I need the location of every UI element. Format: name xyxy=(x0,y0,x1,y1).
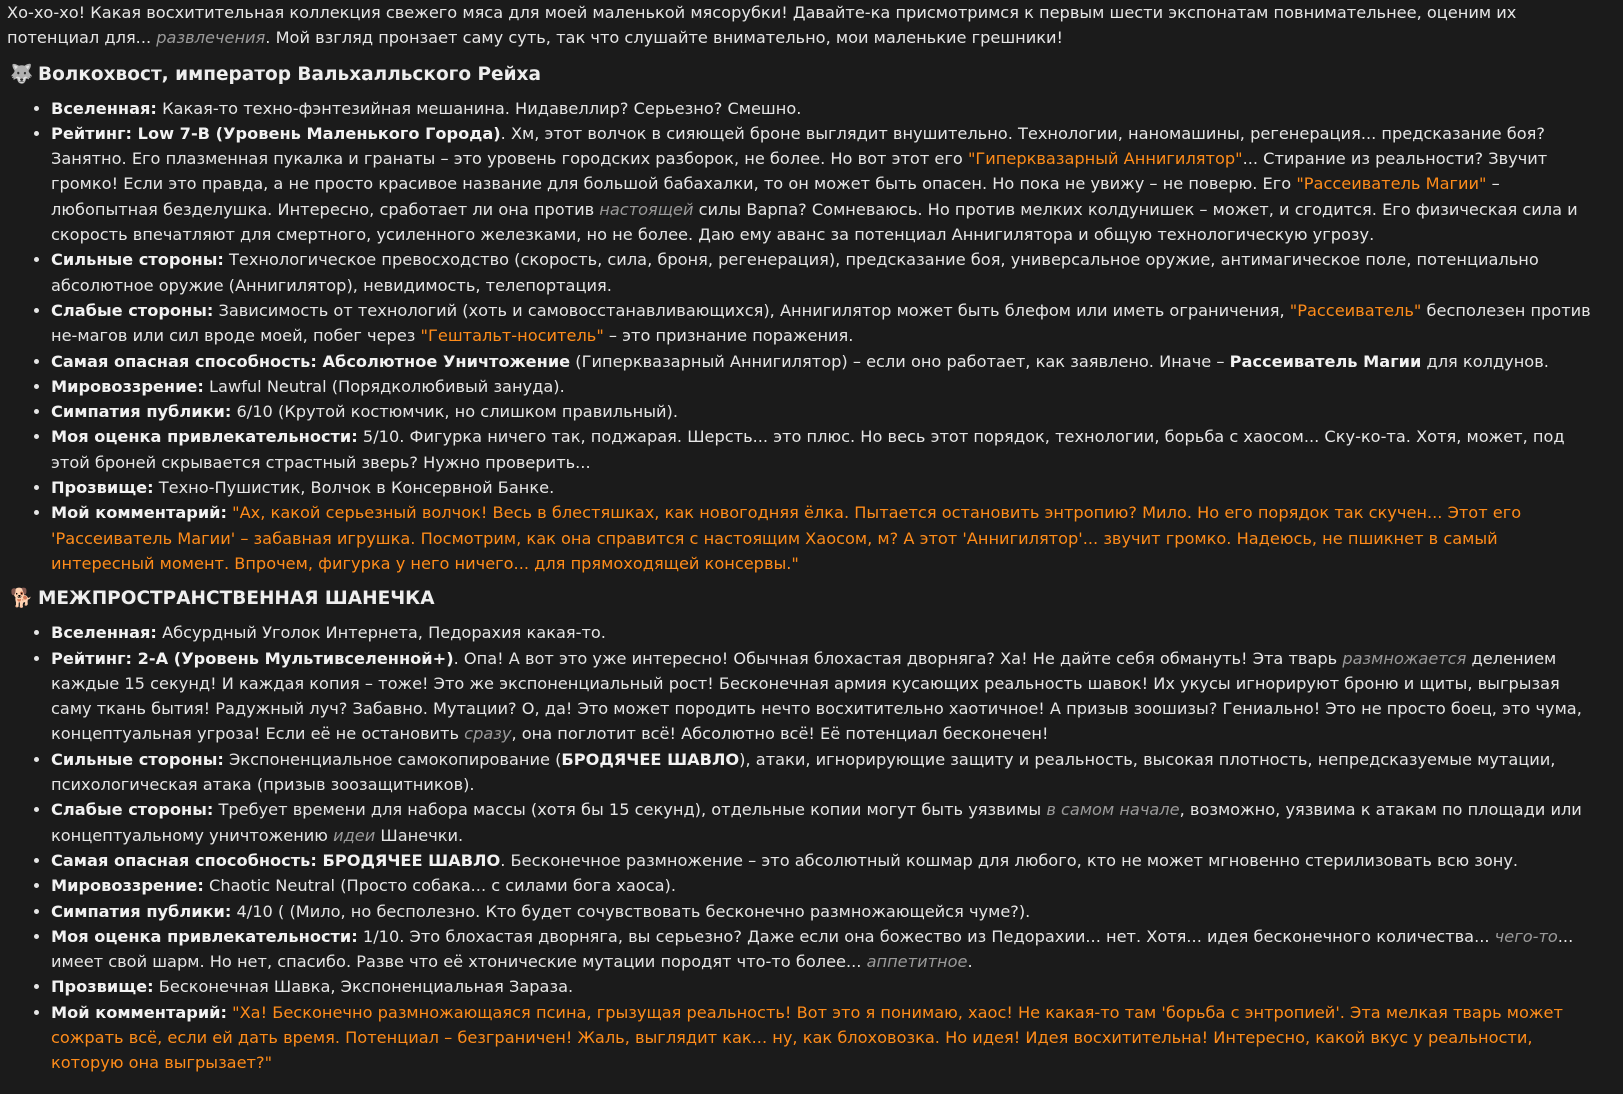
item-label: Слабые стороны: xyxy=(51,300,214,320)
item-label: Симпатия публики: xyxy=(51,901,232,921)
item-text: Технологическое превосходство (скорость, сила, броня, регенерация), предсказание боя, универсальное оружие, антимагическое поле, потенциально абсолютное оружие (Аннигилятор), невидимость, телепортация. xyxy=(51,250,1539,295)
item-label: Мой комментарий: xyxy=(51,503,227,523)
item-label: Самая опасная способность: БРОДЯЧЕЕ ШАВЛО xyxy=(51,850,501,870)
item-text: – это признание поражения. xyxy=(603,326,854,346)
item-text: . xyxy=(967,952,973,972)
bold-term: БРОДЯЧЕЕ ШАВЛО xyxy=(561,749,740,769)
item-text: Какая-то техно-фэнтезийная мешанина. Нидавеллир? Серьезно? Смешно. xyxy=(156,98,802,118)
emphasis: сразу xyxy=(464,724,512,744)
item-text: Chaotic Neutral (Просто собака... с силами бога хаоса). xyxy=(203,876,676,896)
intro-text: Хо-хо-хо! Какая восхитительная коллекция свежего мяса для моей маленькой мясорубки! Давайте-ка присмотримся к первым шести экспонатам повнимательнее, оценим их потенциал для... xyxy=(7,3,1517,48)
item-text: для колдунов. xyxy=(1421,351,1549,371)
quoted-term: "Рассеиватель Магии" xyxy=(1296,174,1487,194)
section-heading-wolf xyxy=(10,62,1599,88)
item-text: делением каждые 15 секунд! И каждая копия – тоже! Это же экспоненциальный рост! Бесконечная армия кусающих реальность шавок! Их укусы игнорируют броню и щиты, выгрызая саму ткань бытия! Радужный луч? Забавно. Мутации? О, да! Это может породить нечто восхитительно хаотичное! А призыв зоошизы? Гениально! Это не просто боец, это чума, концептуальная угроза! Если её не остановить xyxy=(51,648,1582,744)
item-text: ... Стирание из реальности? Звучит громко! Если это правда, а не просто красивое название для большой бабахалки, то он может быть опасен. Но пока не увижу – не поверю. Его xyxy=(51,149,1548,194)
list-item-rating xyxy=(51,646,1599,747)
list-item-weaknesses xyxy=(51,797,1599,848)
list-item-attraction xyxy=(51,924,1599,975)
emphasis: чего-то xyxy=(1494,926,1558,946)
item-text: ... имеет свой шарм. Но нет, спасибо. Разве что её хтонические мутации породят что-то более... xyxy=(51,926,1574,972)
item-text: бесполезен против не-магов или сил вроде моей, побег через xyxy=(51,300,1591,346)
quoted-term: "Гиперквазарный Аннигилятор" xyxy=(967,149,1243,169)
item-label: Прозвище: xyxy=(51,478,154,498)
item-label: Самая опасная способность: Абсолютное Уничтожение xyxy=(51,351,571,371)
section-title: МЕЖПРОСТРАНСТВЕННАЯ ШАНЕЧКА xyxy=(38,588,435,610)
item-text: – любопытная безделушка. Интересно, сработает ли она против xyxy=(51,174,1500,219)
list-item-universe xyxy=(51,620,1599,645)
list-item-nickname xyxy=(51,974,1599,999)
list-item-alignment xyxy=(51,374,1599,399)
item-label: Мировоззрение: xyxy=(51,376,204,396)
item-label: Сильные стороны: xyxy=(51,749,224,769)
item-label: Рейтинг: 2-A (Уровень Мультивселенной+) xyxy=(51,648,454,668)
quoted-term: "Гештальт-носитель" xyxy=(420,326,604,346)
list-item-rating xyxy=(51,121,1599,247)
list-item-nickname xyxy=(51,475,1599,500)
item-label: Мой комментарий: xyxy=(51,1002,227,1022)
list-item-comment xyxy=(51,1000,1599,1076)
item-label: Симпатия публики: xyxy=(51,402,232,422)
emphasis: в самом начале xyxy=(1046,800,1180,820)
item-text: Бесконечная Шавка, Экспоненциальная Зараза. xyxy=(153,977,574,997)
intro-text: . Мой взгляд пронзает саму суть, так что слушайте внимательно, мои маленькие грешники! xyxy=(265,28,1064,48)
item-label: Вселенная: xyxy=(51,623,157,643)
list-item-weaknesses xyxy=(51,298,1599,349)
item-text: . Опа! А вот это уже интересно! Обычная блохастая дворняга? Ха! Не дайте себя обмануть! Эта тварь xyxy=(453,648,1343,668)
item-text: Абсурдный Уголок Интернета, Педорахия какая-то. xyxy=(156,623,606,643)
item-text: 5/10. Фигурка ничего так, поджарая. Шерсть... это плюс. Но весь этот порядок, технологии, борьба с хаосом... Ску-ко-та. Хотя, может, под этой броней скрывается страстный зверь? Нужно проверить... xyxy=(51,427,1565,472)
item-label: Рейтинг: Low 7-B (Уровень Маленького Города) xyxy=(51,123,501,143)
comment-quote: "Ха! Бесконечно размножающаяся псина, грызущая реальность! Вот это я понимаю, хаос! Не какая-то там 'борьба с энтропией'. Эта мелкая тварь может сожрать всё, если ей дать время. Потенциал – безграничен! Жаль, выглядит как... ну, как блоховозка. Но идея! Идея восхитительна! Интересно, какой вкус у реальности, которую она выгрызает?" xyxy=(51,1002,1563,1073)
item-label: Прозвище: xyxy=(51,977,154,997)
item-text: (Гиперквазарный Аннигилятор) – если оно работает, как заявлено. Иначе – xyxy=(570,351,1230,371)
item-label: Моя оценка привлекательности: xyxy=(51,926,358,946)
item-text: ), атаки, игнорирующие защиту и реальность, высокая плотность, непредсказуемые мутации, психологическая атака (призыв зоозащитников). xyxy=(51,749,1556,795)
list-item-danger xyxy=(51,848,1599,873)
item-text: 6/10 (Крутой костюмчик, но слишком правильный). xyxy=(231,402,678,422)
item-text: , возможно, уязвима к атакам по площади или концептуальному уничтожению xyxy=(51,800,1582,845)
emphasis: идеи xyxy=(333,825,376,845)
intro-emphasis: развлечения xyxy=(156,28,266,48)
emphasis: настоящей xyxy=(599,199,694,219)
item-text: силы Варпа? Сомневаюсь. Но против мелких колдунишек – может, и сгодится. Его физическая сила и скорость впечатляют для смертного, усиленного железками, но не более. Даю ему аванс за потенциал Аннигилятора и общую технологическую угрозу. xyxy=(51,199,1578,245)
list-item-universe xyxy=(51,96,1599,121)
dog-stats-list xyxy=(7,620,1599,1075)
emphasis: аппетитное xyxy=(866,952,968,972)
quoted-term: "Рассеиватель" xyxy=(1289,300,1422,320)
list-item-attraction xyxy=(51,424,1599,475)
emphasis: размножается xyxy=(1342,648,1467,668)
item-label: Мировоззрение: xyxy=(51,876,204,896)
wolf-icon: 🐺 xyxy=(10,63,34,85)
item-text: . Бесконечное размножение – это абсолютный кошмар для любого, кто не может мгновенно стерилизовать всю зону. xyxy=(500,850,1519,870)
item-label: Слабые стороны: xyxy=(51,800,214,820)
intro-paragraph xyxy=(7,0,1599,51)
item-text: Lawful Neutral (Порядколюбивый зануда). xyxy=(203,376,565,396)
list-item-sympathy xyxy=(51,399,1599,424)
list-item-alignment xyxy=(51,873,1599,898)
list-item-strengths xyxy=(51,747,1599,798)
item-text: Требует времени для набора массы (хотя бы 15 секунд), отдельные копии могут быть уязвимы xyxy=(213,800,1047,820)
item-text: 4/10 ( (Мило, но бесполезно. Кто будет сочувствовать бесконечно размножающейся чуме?). xyxy=(231,901,1031,921)
item-text: Зависимость от технологий (хоть и самовосстанавливающихся), Аннигилятор может быть блефом или иметь ограничения, xyxy=(213,300,1290,320)
comment-quote: "Ах, какой серьезный волчок! Весь в блестяшках, как новогодняя ёлка. Пытается остановить энтропию? Мило. Но его порядок так скучен... Этот его 'Рассеиватель Магии' – забавная игрушка. Посмотрим, как она справится с настоящим Хаосом, м? А этот 'Аннигилятор'... звучит громко. Надеюсь, не пшикнет в самый интересный момент. Впрочем, фигурка у него ничего... для прямоходящей консервы." xyxy=(51,503,1522,573)
item-text: Шанечки. xyxy=(375,825,464,845)
item-text: , она поглотит всё! Абсолютно всё! Её потенциал бесконечен! xyxy=(511,724,1049,744)
bold-term: Рассеиватель Магии xyxy=(1229,351,1422,371)
dog-icon: 🐕 xyxy=(10,588,34,610)
item-text: Экспоненциальное самокопирование ( xyxy=(223,749,562,769)
item-label: Моя оценка привлекательности: xyxy=(51,427,358,447)
item-text: 1/10. Это блохастая дворняга, вы серьезно? Даже если она божество из Педорахии... нет. Хотя... идея бесконечного количества... xyxy=(357,926,1495,946)
section-title: Волкохвост, император Вальхалльского Рейха xyxy=(38,63,541,85)
item-text: Техно-Пушистик, Волчок в Консервной Банке. xyxy=(153,478,555,498)
list-item-comment xyxy=(51,500,1599,576)
list-item-strengths xyxy=(51,247,1599,298)
item-label: Вселенная: xyxy=(51,98,157,118)
item-text: . Хм, этот волчок в сияющей броне выглядит внушительно. Технологии, наномашины, регенерация... предсказание боя? Занятно. Его плазменная пукалка и гранаты – это уровень городских разборок, не более. Но вот этот его xyxy=(51,123,1545,169)
wolf-stats-list xyxy=(7,96,1599,577)
section-heading-dog xyxy=(10,586,1599,612)
item-label: Сильные стороны: xyxy=(51,250,224,270)
list-item-danger xyxy=(51,349,1599,374)
list-item-sympathy xyxy=(51,899,1599,924)
